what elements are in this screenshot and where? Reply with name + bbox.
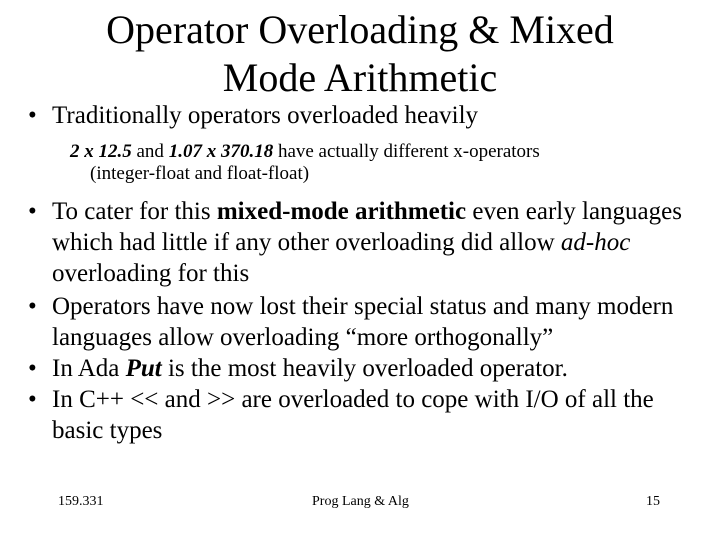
bullet-dot-icon: • bbox=[28, 293, 37, 320]
sub-expr-1: 2 x 12.5 bbox=[70, 141, 132, 162]
bullet-4-text-a: In Ada bbox=[52, 355, 126, 382]
bullet-dot-icon: • bbox=[28, 386, 37, 413]
bullet-1-text: Traditionally operators overloaded heavily bbox=[52, 102, 479, 129]
footer-page-number: 15 bbox=[646, 494, 660, 509]
bullet-2-text-c: overloading for this bbox=[52, 260, 250, 287]
sub-expr-2: 1.07 x 370.18 bbox=[168, 141, 274, 162]
bullet-item-1 bbox=[24, 100, 704, 131]
bullet-dot-icon: • bbox=[28, 102, 37, 129]
bullet-list bbox=[24, 100, 704, 446]
bullet-5-text: In C++ << and >> are overloaded to cope with I/O of all the basic types bbox=[52, 386, 654, 444]
sub-item bbox=[24, 141, 704, 185]
bullet-dot-icon: • bbox=[28, 198, 37, 225]
bullet-item-5 bbox=[24, 384, 704, 446]
footer-course-code: 159.331 bbox=[58, 494, 104, 509]
sub-and: and bbox=[131, 141, 169, 162]
bullet-dot-icon: • bbox=[28, 355, 37, 382]
bullet-2-bold: mixed-mode arithmetic bbox=[216, 198, 467, 225]
bullet-item-4 bbox=[24, 353, 704, 384]
bullet-4-bold-italic: Put bbox=[125, 355, 162, 382]
footer-course-name: Prog Lang & Alg bbox=[312, 494, 409, 509]
bullet-3-text: Operators have now lost their special status and many modern languages allow overloading “more orthogonally” bbox=[52, 293, 674, 351]
title-line-2: Mode Arithmetic bbox=[222, 55, 498, 100]
bullet-2-italic: ad-hoc bbox=[560, 229, 631, 256]
sub-line-2: (integer-float and float-float) bbox=[90, 163, 310, 184]
sub-line-1 bbox=[70, 141, 540, 162]
bullet-item-3 bbox=[24, 291, 704, 353]
title-line-1: Operator Overloading & Mixed bbox=[106, 7, 614, 52]
bullet-2-text-b: even early languages which had little if any other overloading did allow bbox=[52, 198, 682, 256]
bullet-4-text-b: is the most heavily overloaded operator. bbox=[161, 355, 568, 382]
bullet-2-text-a: To cater for this bbox=[52, 198, 217, 225]
bullet-item-2 bbox=[24, 196, 704, 289]
sub-rest: have actually different x-operators bbox=[273, 141, 540, 162]
slide-title bbox=[40, 6, 680, 102]
